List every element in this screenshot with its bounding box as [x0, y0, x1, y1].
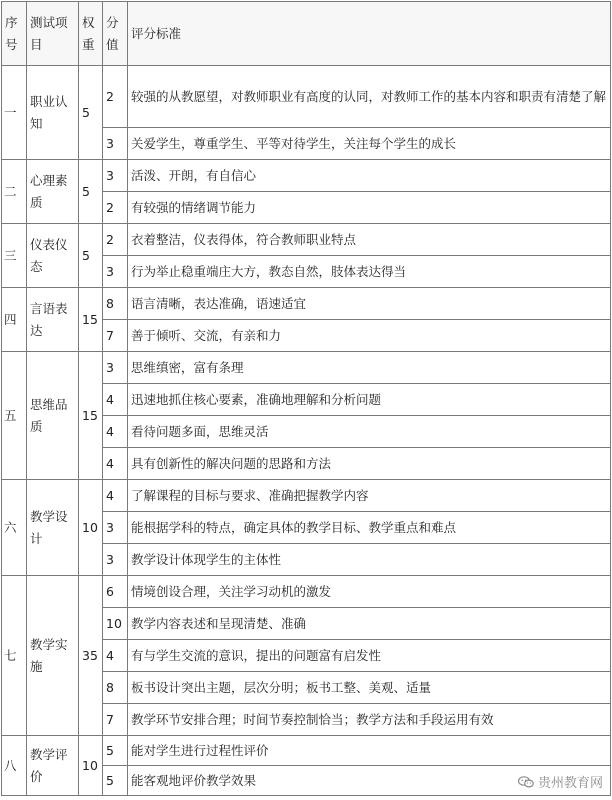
- test-item: 教学评价: [27, 736, 79, 796]
- test-item: 教学实施: [27, 576, 79, 736]
- score-value: 8: [103, 288, 128, 320]
- group-number: 七: [2, 576, 27, 736]
- group-number: 二: [2, 160, 27, 224]
- test-item: 教学设计: [27, 480, 79, 576]
- score-value: 4: [103, 384, 128, 416]
- score-value: 3: [103, 544, 128, 576]
- score-value: 4: [103, 640, 128, 672]
- group-number: 一: [2, 66, 27, 160]
- test-item: 仪表仪态: [27, 224, 79, 288]
- score-value: 7: [103, 704, 128, 736]
- table-row: [2, 736, 611, 766]
- table-row: [2, 66, 611, 128]
- scoring-criteria: 教学内容表述和呈现清楚、准确: [128, 608, 611, 640]
- header-weight: 权重: [79, 2, 103, 66]
- test-item: 言语表达: [27, 288, 79, 352]
- scoring-criteria: 情境创设合理，关注学习动机的激发: [128, 576, 611, 608]
- scoring-criteria: 看待问题多面，思维灵活: [128, 416, 611, 448]
- scoring-criteria: 有较强的情绪调节能力: [128, 192, 611, 224]
- group-number: 四: [2, 288, 27, 352]
- scoring-criteria: 较强的从教愿望，对教师职业有高度的认同，对教师工作的基本内容和职责有清楚了解: [128, 66, 611, 128]
- header-score: 分值: [103, 2, 128, 66]
- scoring-criteria: 善于倾听、交流，有亲和力: [128, 320, 611, 352]
- weight: 5: [79, 160, 103, 224]
- score-value: 4: [103, 416, 128, 448]
- scoring-criteria: 行为举止稳重端庄大方，教态自然，肢体表达得当: [128, 256, 611, 288]
- scoring-criteria: 教学设计体现学生的主体性: [128, 544, 611, 576]
- scoring-table: [1, 1, 611, 796]
- score-value: 2: [103, 224, 128, 256]
- table-row: [2, 160, 611, 192]
- table-row: [2, 288, 611, 320]
- test-item: 思维品质: [27, 352, 79, 480]
- score-value: 4: [103, 480, 128, 512]
- weight: 5: [79, 66, 103, 160]
- scoring-criteria: 衣着整洁，仪表得体，符合教师职业特点: [128, 224, 611, 256]
- scoring-criteria: 能对学生进行过程性评价: [128, 736, 611, 766]
- scoring-criteria: 语言清晰，表达准确，语速适宜: [128, 288, 611, 320]
- score-value: 3: [103, 512, 128, 544]
- header-item: 测试项目: [27, 2, 79, 66]
- scoring-criteria: 教学环节安排合理；时间节奏控制恰当；教学方法和手段运用有效: [128, 704, 611, 736]
- score-value: 7: [103, 320, 128, 352]
- score-value: 5: [103, 736, 128, 766]
- watermark: [515, 771, 606, 792]
- table-row: [2, 224, 611, 256]
- scoring-criteria: 有与学生交流的意识，提出的问题富有启发性: [128, 640, 611, 672]
- score-value: 3: [103, 128, 128, 160]
- group-number: 八: [2, 736, 27, 796]
- weight: 15: [79, 352, 103, 480]
- weight: 10: [79, 480, 103, 576]
- group-number: 三: [2, 224, 27, 288]
- wechat-icon: [518, 776, 534, 788]
- scoring-criteria: 关爱学生，尊重学生、平等对待学生，关注每个学生的成长: [128, 128, 611, 160]
- test-item: 心理素质: [27, 160, 79, 224]
- scoring-criteria: 活泼、开朗，有自信心: [128, 160, 611, 192]
- group-number: 五: [2, 352, 27, 480]
- scoring-criteria: 能根据学科的特点，确定具体的教学目标、教学重点和难点: [128, 512, 611, 544]
- scoring-criteria: 具有创新性的解决问题的思路和方法: [128, 448, 611, 480]
- table-row: [2, 576, 611, 608]
- weight: 15: [79, 288, 103, 352]
- score-value: 10: [103, 608, 128, 640]
- score-value: 2: [103, 66, 128, 128]
- scoring-criteria: 迅速地抓住核心要素，准确地理解和分析问题: [128, 384, 611, 416]
- score-value: 2: [103, 192, 128, 224]
- header-criteria: 评分标准: [128, 2, 611, 66]
- score-value: 3: [103, 256, 128, 288]
- scoring-criteria: 了解课程的目标与要求、准确把握教学内容: [128, 480, 611, 512]
- table-row: [2, 480, 611, 512]
- group-number: 六: [2, 480, 27, 576]
- weight: 10: [79, 736, 103, 796]
- table-row: [2, 352, 611, 384]
- score-value: 5: [103, 766, 128, 796]
- score-value: 4: [103, 448, 128, 480]
- watermark-text: 贵州教育网: [537, 776, 603, 791]
- score-value: 3: [103, 352, 128, 384]
- scoring-criteria: 板书设计突出主题，层次分明；板书工整、美观、适量: [128, 672, 611, 704]
- score-value: 6: [103, 576, 128, 608]
- scoring-criteria: 能客观地评价教学效果: [128, 766, 611, 796]
- weight: 35: [79, 576, 103, 736]
- score-value: 8: [103, 672, 128, 704]
- header-no: 序号: [2, 2, 27, 66]
- score-value: 3: [103, 160, 128, 192]
- scoring-criteria: 思维缜密，富有条理: [128, 352, 611, 384]
- table-body: [2, 66, 611, 796]
- weight: 5: [79, 224, 103, 288]
- test-item: 职业认知: [27, 66, 79, 160]
